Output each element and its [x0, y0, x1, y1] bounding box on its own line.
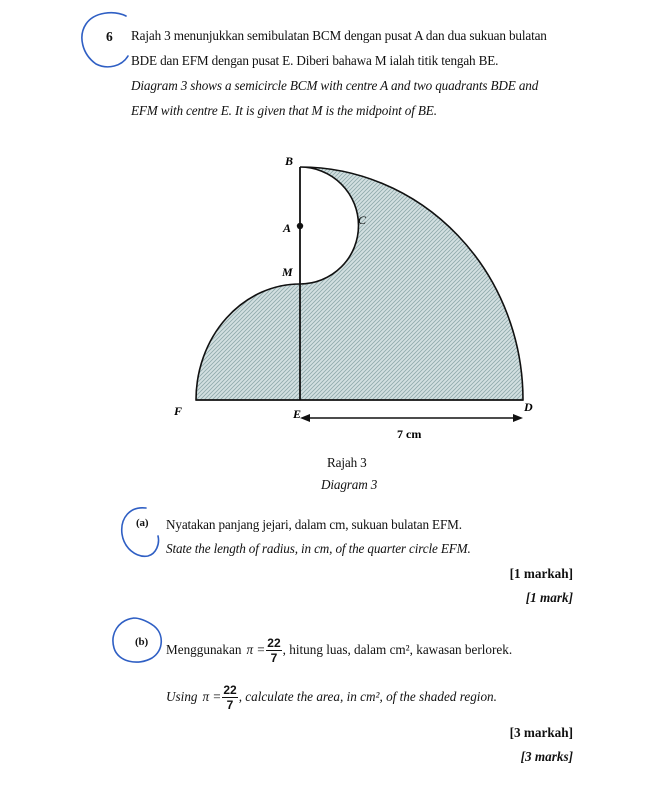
label-m: M — [282, 265, 293, 279]
stem-ms-line1: Rajah 3 menunjukkan semibulatan BCM dengan pusat A dan dua sukuan bulatan — [131, 28, 547, 43]
measurement-label: 7 cm — [397, 427, 422, 441]
label-d: D — [524, 400, 533, 414]
pen-circle-a — [112, 500, 162, 566]
centre-a-dot — [297, 223, 303, 229]
stem-en-line2: EFM with centre E. It is given that M is the midpoint of BE. — [131, 103, 437, 118]
label-f: F — [174, 404, 183, 418]
caption-ms: Rajah 3 — [327, 455, 367, 470]
part-b-marks-en: [3 marks] — [520, 749, 573, 764]
pi-numerator-en: 22 — [223, 682, 237, 697]
pi-denominator-en: 7 — [226, 697, 234, 712]
part-b-marks-ms: [3 markah] — [509, 725, 573, 740]
part-b-ms-prefix: Menggunakan — [166, 642, 242, 657]
part-a-text-en: State the length of radius, in cm, of the quarter circle EFM. — [166, 541, 471, 556]
pi-fraction-en — [222, 684, 237, 711]
part-a-label: (a) — [136, 517, 149, 529]
part-b-en-prefix: Using — [166, 689, 198, 704]
label-e: E — [293, 407, 302, 421]
stem-ms-line2: BDE dan EFM dengan pusat E. Diberi bahawa M ialah titik tengah BE. — [131, 53, 499, 68]
part-b-en-suffix: , calculate the area, in cm², of the shaded region. — [238, 689, 497, 704]
pi-numerator: 22 — [267, 635, 281, 650]
part-b-line-ms — [166, 631, 512, 669]
part-a-marks-ms: [1 markah] — [509, 566, 573, 581]
question-number: 6 — [106, 29, 113, 44]
caption-en: Diagram 3 — [321, 477, 378, 492]
part-b-line-en — [166, 678, 497, 716]
part-a-text-ms: Nyatakan panjang jejari, dalam cm, sukuan bulatan EFM. — [166, 517, 462, 532]
part-b-pi-eq: π = — [246, 642, 266, 657]
arrow-right-icon — [513, 414, 523, 422]
part-a-marks-en: [1 mark] — [525, 590, 573, 605]
part-b-label: (b) — [135, 636, 148, 648]
label-c: C — [358, 213, 367, 227]
arrow-left-icon — [300, 414, 310, 422]
part-b-pi-eq-en: π = — [202, 689, 222, 704]
label-b: B — [285, 154, 294, 168]
label-a: A — [283, 221, 292, 235]
shaded-region — [196, 167, 523, 400]
stem-en-line1: Diagram 3 shows a semicircle BCM with centre A and two quadrants BDE and — [131, 78, 539, 93]
diagram-3 — [150, 140, 570, 450]
part-b-ms-suffix: , hitung luas, dalam cm², kawasan berlorek. — [282, 642, 513, 657]
pi-denominator: 7 — [270, 650, 278, 665]
pi-fraction-ms — [266, 637, 281, 664]
